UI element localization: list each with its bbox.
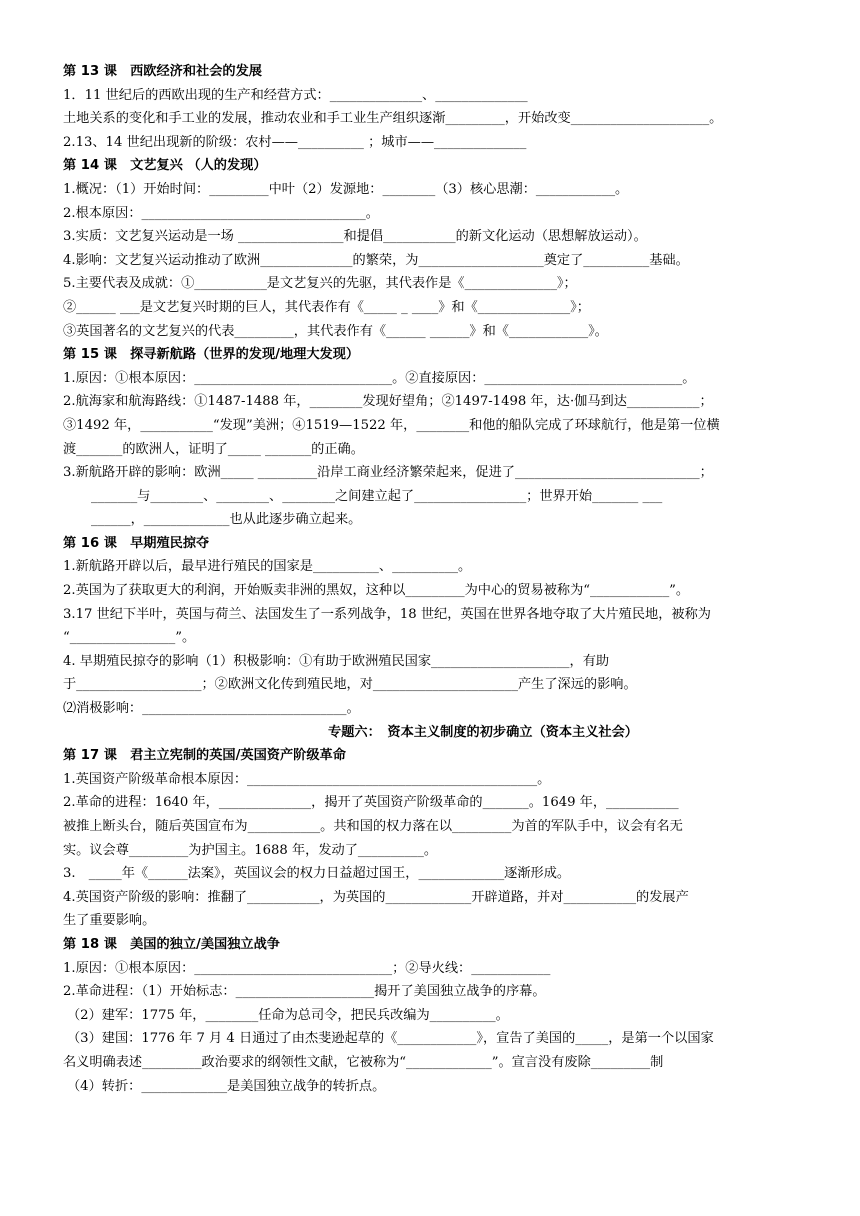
lesson-18-heading: 第 18 课 美国的独立/美国独立战争 <box>63 936 280 952</box>
lesson-14-q2: 2.根本原因：__________________________________。 <box>63 205 379 221</box>
lesson-18-q2-e: （4）转折：_____________是美国独立战争的转折点。 <box>67 1078 386 1094</box>
lesson-14-q3: 3.实质：文艺复兴运动是一场 ________________和提倡___________的新文化运动（思想解放运动）。 <box>63 229 647 245</box>
lesson-15-q1: 1.原因：①根本原因：______________________________。②直接原因：______________________________。 <box>63 370 696 386</box>
lesson-18-q1: 1.原因：①根本原因：______________________________；②导火线：____________ <box>63 960 551 976</box>
lesson-17-heading: 第 17 课 君主立宪制的英国/英国资产阶级革命 <box>63 748 346 764</box>
lesson-15-q2-b: ③1492 年，___________“发现”美洲；④1519—1522 年，________和他的船队完成了环球航行，他是第一位横 <box>63 417 720 433</box>
lesson-16-q1: 1.新航路开辟以后，最早进行殖民的国家是__________、__________。 <box>63 559 472 575</box>
lesson-17-q3: 3. _____年《______法案》，英国议会的权力日益超过国王，_____________逐渐形成。 <box>63 866 571 882</box>
lesson-16-q2: 2.英国为了获取更大的利润，开始贩卖非洲的黑奴，这种以_________为中心的贸易被称为“____________”。 <box>63 583 690 599</box>
lesson-15-q2-c: 渡_______的欧洲人，证明了_____ _______的正确。 <box>63 441 364 457</box>
lesson-16-q4: 4. 早期殖民掠夺的影响（1）积极影响：①有助于欧洲殖民国家_____________________，有助 <box>63 653 610 669</box>
lesson-16-q3: 3.17 世纪下半叶，英国与荷兰、法国发生了一系列战争，18 世纪，英国在世界各地夺取了大片殖民地，被称为 <box>63 606 711 622</box>
lesson-17-q2: 2.革命的进程：1640 年，______________，揭开了英国资产阶级革命的_______。1649 年，___________ <box>63 795 679 811</box>
lesson-14-q1: 1.概况：（1）开始时间：_________中叶（2）发源地：________（3）核心思潮：____________。 <box>63 181 629 197</box>
lesson-15-q3-c: ______，_____________也从此逐步确立起来。 <box>91 512 362 528</box>
lesson-16-heading: 第 16 课 早期殖民掠夺 <box>63 535 210 551</box>
lesson-16-q4-c: ⑵消极影响：_______________________________。 <box>63 701 360 717</box>
lesson-16-q3-b: “________________”。 <box>63 630 196 646</box>
lesson-17-q4: 4.英国资产阶级的影响：推翻了___________，为英国的_____________开辟道路，并对___________的发展产 <box>63 889 689 905</box>
lesson-17-q1: 1.英国资产阶级革命根本原因：____________________________________________。 <box>63 771 551 787</box>
lesson-15-heading: 第 15 课 探寻新航路（世界的发现/地理大发现） <box>63 347 360 363</box>
lesson-13-q2: 2.13、14 世纪出现新的阶级：农村——__________ ；城市——______________ <box>63 134 527 150</box>
lesson-17-q2-b: 被推上断头台，随后英国宣布为___________。共和国的权力落在以_________为首的军队手中，议会有名无 <box>63 819 683 834</box>
lesson-18-q2: 2.革命进程：（1）开始标志：_____________________揭开了美国独立战争的序幕。 <box>63 984 546 1000</box>
lesson-14-q4: 4.影响：文艺复兴运动推动了欧洲______________的繁荣，为___________________奠定了__________基础。 <box>63 252 689 268</box>
lesson-17-q2-c: 实。议会尊_________为护国主。1688 年，发动了__________。 <box>63 842 438 858</box>
lesson-14-q5-b: ②______ ___是文艺复兴时期的巨人，其代表作有《_____ _ ____》和《______________》； <box>63 299 590 315</box>
lesson-14-heading: 第 14 课 文艺复兴 （人的发现） <box>63 158 267 174</box>
lesson-14-q5: 5.主要代表及成就：①___________是文艺复兴的先驱，其代表作是《______________》； <box>63 276 577 292</box>
lesson-14-q5-c: ③英国著名的文艺复兴的代表_________，其代表作有《______ ______》和《____________》。 <box>63 323 608 339</box>
lesson-13-heading: 第 13 课 西欧经济和社会的发展 <box>63 64 262 79</box>
lesson-17-q4-b: 生了重要影响。 <box>63 913 156 929</box>
worksheet-page <box>63 60 843 1098</box>
lesson-15-q2: 2.航海家和航海路线：①1487-1488 年，________发现好望角；②1497-1498 年，达·伽马到达___________； <box>63 394 713 410</box>
lesson-15-q3: 3.新航路开辟的影响：欧洲_____ _________沿岸工商业经济繁荣起来，促进了____________________________； <box>63 465 713 481</box>
lesson-15-q3-b: _______与________、________、________之间建立起了_________________；世界开始_______ ___ <box>91 488 663 504</box>
lesson-18-q2-c: （3）建国：1776 年 7 月 4 日通过了由杰斐逊起草的《____________》，宣告了美国的_____，是第一个以国家 <box>67 1031 714 1047</box>
lesson-16-q4-b: 于___________________；②欧洲文化传到殖民地，对______________________产生了深远的影响。 <box>63 677 637 693</box>
topic-6-heading: 专题六： 资本主义制度的初步确立（资本主义社会） <box>328 724 638 740</box>
lesson-18-q2-b: （2）建军：1775 年，________任命为总司令，把民兵改编为__________。 <box>67 1007 509 1023</box>
lesson-13-q1-cont: 土地关系的变化和手工业的发展，推动农业和手工业生产组织逐渐_________，开始改变_____________________。 <box>63 111 723 127</box>
lesson-13-q1: 1．11 世纪后的西欧出现的生产和经营方式：______________、______________ <box>63 87 528 103</box>
lesson-18-q2-d: 名义明确表述_________政治要求的纲领性文献，它被称为“_____________”。宣言没有废除_________制 <box>63 1054 664 1070</box>
